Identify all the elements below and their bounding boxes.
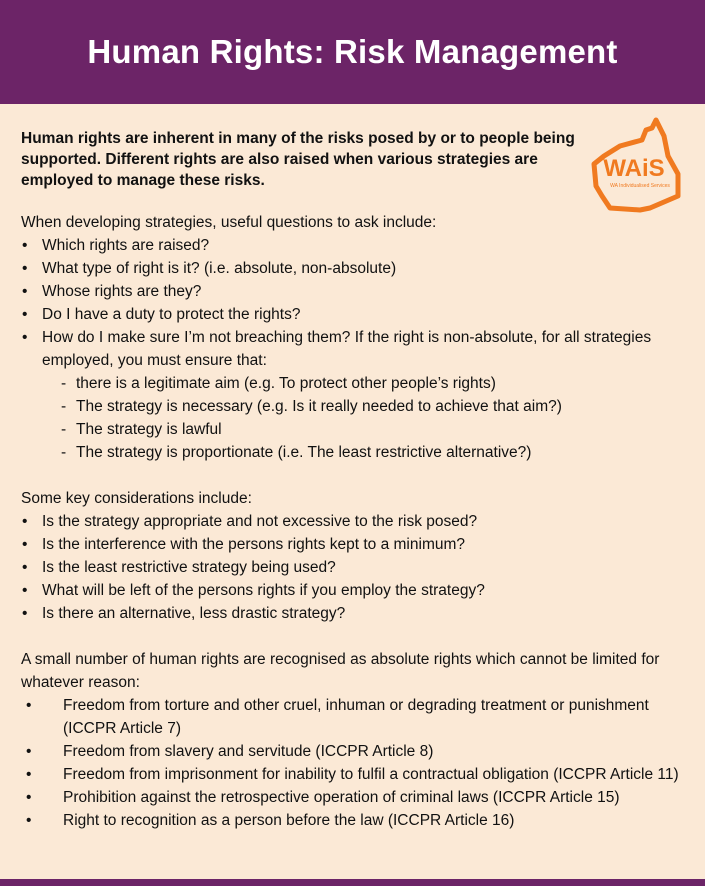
list-item: • Freedom from slavery and servitude (ICCPR Article 8) (21, 740, 691, 763)
absolute-rights-lead: A small number of human rights are recognised as absolute rights which cannot be limited for whatever reason: (21, 651, 660, 691)
sublist-item: - The strategy is lawful (21, 418, 691, 441)
list-item: • Freedom from torture and other cruel, inhuman or degrading treatment or punishment (ICCPR Article 7) (21, 694, 691, 740)
list-item: • Is there an alternative, less drastic strategy? (21, 602, 691, 625)
logo-text: WAiS (603, 155, 665, 182)
list-item: • How do I make sure I’m not breaching them? If the right is non-absolute, for all strategies employed, you must ensure that: (21, 326, 691, 372)
list-item: • What type of right is it? (i.e. absolute, non-absolute) (21, 257, 691, 280)
page-title: Human Rights: Risk Management (87, 33, 618, 70)
sublist-item: - The strategy is proportionate (i.e. The least restrictive alternative?) (21, 441, 691, 464)
sublist-item: - The strategy is necessary (e.g. Is it really needed to achieve that aim?) (21, 395, 691, 418)
considerations-lead: Some key considerations include: (21, 490, 252, 507)
questions-list (21, 234, 691, 372)
list-item: • Is the strategy appropriate and not excessive to the risk posed? (21, 510, 691, 533)
list-item: • Right to recognition as a person before the law (ICCPR Article 16) (21, 809, 691, 832)
list-item: • What will be left of the persons rights if you employ the strategy? (21, 579, 691, 602)
list-item: • Prohibition against the retrospective operation of criminal laws (ICCPR Article 15) (21, 786, 691, 809)
list-item: • Freedom from imprisonment for inability to fulfil a contractual obligation (ICCPR Article 11) (21, 763, 691, 786)
ensure-sublist (21, 372, 691, 464)
absolute-rights-list (21, 694, 691, 832)
footer-bar (0, 879, 705, 886)
list-item: • Is the least restrictive strategy being used? (21, 556, 691, 579)
considerations-list (21, 510, 691, 625)
list-item: • Which rights are raised? (21, 234, 691, 257)
intro-paragraph: Human rights are inherent in many of the risks posed by or to people being supported. Different rights are also raised when various strategies are employed to manage these risks. (21, 130, 575, 189)
questions-lead: When developing strategies, useful questions to ask include: (21, 214, 437, 231)
list-item: • Is the interference with the persons rights kept to a minimum? (21, 533, 691, 556)
sublist-item: - there is a legitimate aim (e.g. To protect other people’s rights) (21, 372, 691, 395)
logo-tagline: WA Individualised Services (610, 183, 670, 189)
main-content (21, 128, 691, 832)
list-item: • Whose rights are they? (21, 280, 691, 303)
list-item: • Do I have a duty to protect the rights? (21, 303, 691, 326)
header-banner (0, 0, 705, 104)
